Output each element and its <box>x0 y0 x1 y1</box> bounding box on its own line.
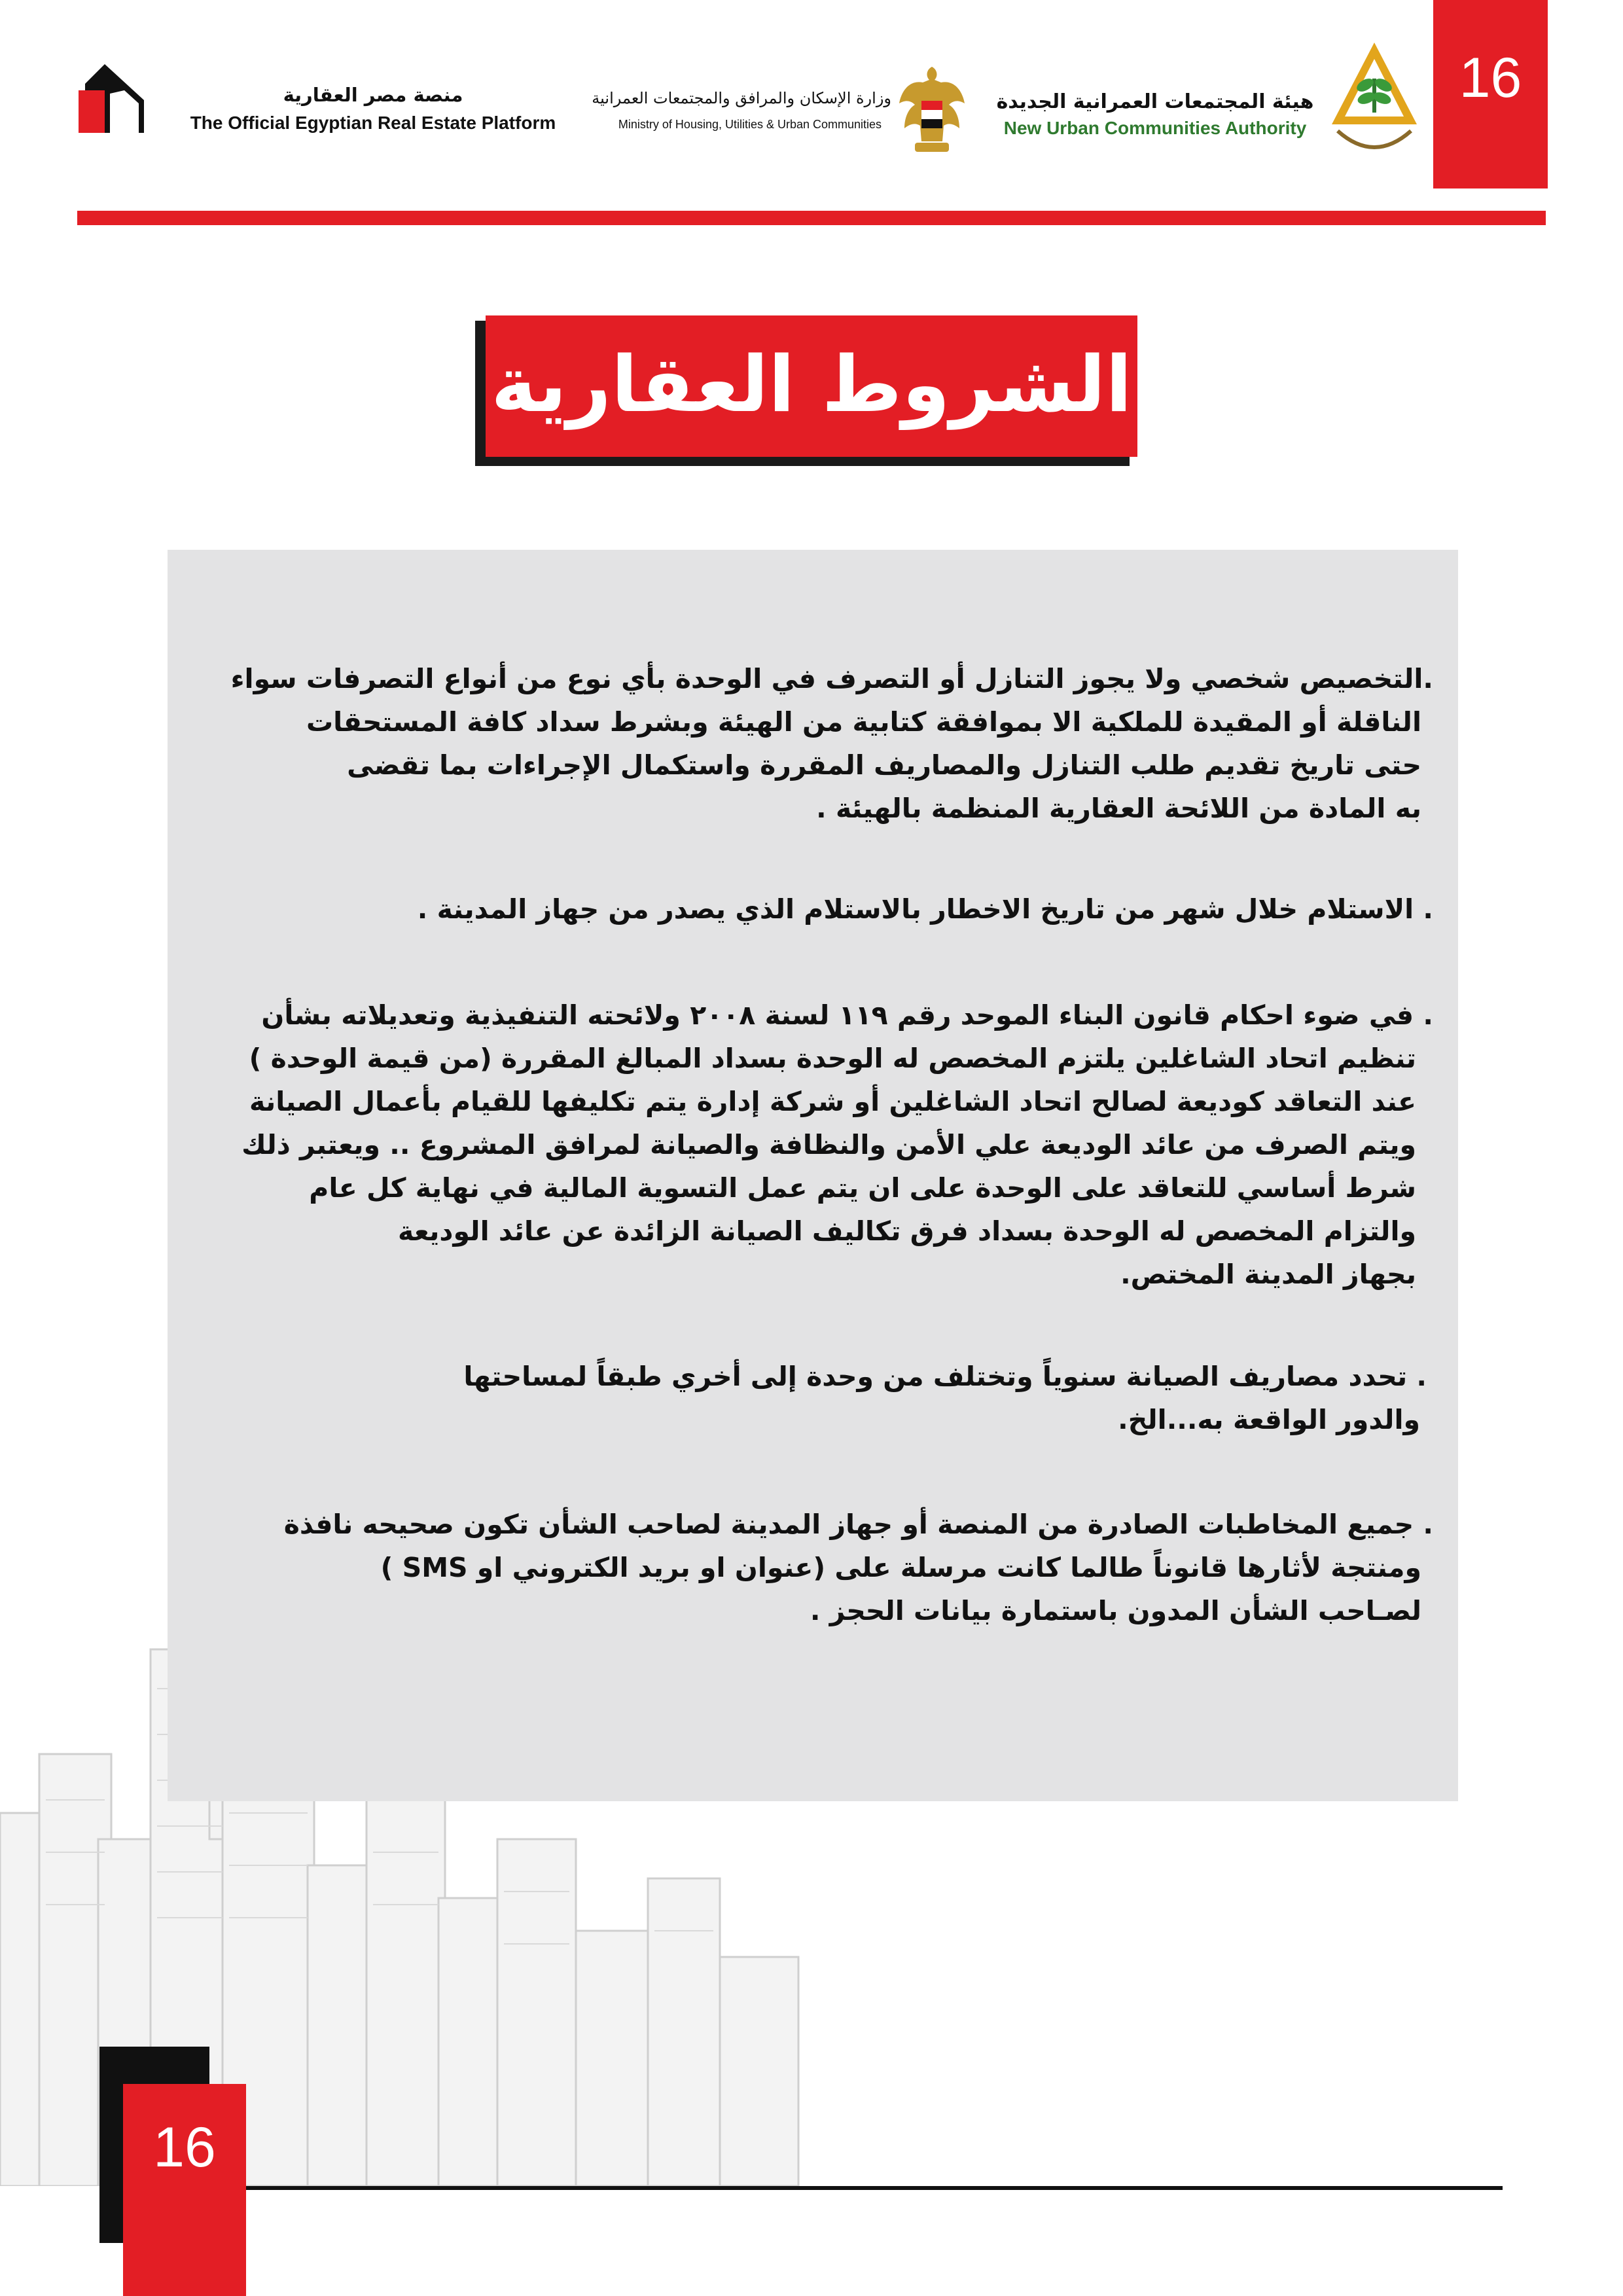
term-line: لصـاحب الشأن المدون باستمارة بيانات الحجز . <box>810 1595 1421 1626</box>
page-number-top: 16 <box>1459 46 1522 109</box>
term-line: . جميع المخاطبات الصادرة من المنصة أو جهاز المدينة لصاحب الشأن تكون صحيحه نافذة <box>283 1509 1433 1540</box>
term-item-1 <box>231 657 1433 830</box>
term-line: ويتم الصرف من عائد الوديعة علي الأمن والنظافة والصيانة لمرافق المشروع .. ويعتبر ذلك <box>241 1129 1416 1160</box>
term-line: ومنتجة لأثارها قانوناً طالما كانت مرسلة على (عنوان او بريد الكتروني او SMS ) <box>380 1552 1421 1583</box>
term-item-5 <box>284 1503 1433 1632</box>
ministry-name-ar: وزارة الإسكان والمرافق والمجتمعات العمرانية <box>592 89 891 107</box>
term-line: شرط أساسي للتعاقد على الوحدة على ان يتم عمل التسوية المالية في نهاية كل عام <box>309 1172 1416 1204</box>
ministry-name-en: Ministry of Housing, Utilities & Urban Communities <box>618 118 882 131</box>
term-line: . في ضوء احكام قانون البناء الموحد رقم ١١٩ لسنة ٢٠٠٨ ولائحته التنفيذية وتعديلاته بشأن <box>261 999 1433 1031</box>
egypt-eagle-emblem-icon <box>897 63 967 161</box>
footer-divider <box>246 2186 1503 2190</box>
platform-logo-icon <box>79 64 151 133</box>
term-line: به المادة من اللائحة العقارية المنظمة بالهيئة . <box>816 793 1421 824</box>
term-line: الناقلة أو المقيدة للملكية الا بموافقة كتابية من الهيئة وبشرط سداد كافة المستحقات <box>306 706 1421 738</box>
term-line: . الاستلام خلال شهر من تاريخ الاخطار بالاستلام الذي يصدر من جهاز المدينة . <box>417 893 1433 925</box>
term-line: . تحدد مصاريف الصيانة سنوياً وتختلف من وحدة إلى أخري طبقاً لمساحتها <box>463 1361 1427 1392</box>
term-line: حتى تاريخ تقديم طلب التنازل والمصاريف المقررة واستكمال الإجراءات بما تقضى <box>347 749 1421 781</box>
term-line: عند التعاقد كوديعة لصالح اتحاد الشاغلين أو شركة إدارة يتم تكليفها للقيام بأعمال الصيانة <box>249 1086 1416 1117</box>
term-item-3 <box>241 994 1433 1296</box>
page-number-bottom: 16 <box>153 2116 216 2179</box>
term-item-4 <box>463 1355 1427 1441</box>
term-line: بجهاز المدينة المختص. <box>1120 1259 1416 1290</box>
header-divider <box>77 211 1546 225</box>
term-line: والدور الواقعة به...الخ. <box>1118 1404 1420 1435</box>
term-line: .التخصيص شخصي ولا يجوز التنازل أو التصرف في الوحدة بأي نوع من أنواع التصرفات سواء <box>230 663 1433 694</box>
platform-name-en: The Official Egyptian Real Estate Platform <box>190 113 556 133</box>
term-line: والتزام المخصص له الوحدة بسداد فرق تكاليف الصيانة الزائدة عن عائد الوديعة <box>398 1215 1416 1247</box>
term-item-2 <box>418 888 1433 931</box>
authority-name-ar: هيئة المجتمعات العمرانية الجديدة <box>996 90 1314 113</box>
page-title: الشروط العقارية <box>491 339 1132 429</box>
nuca-logo-icon <box>1329 39 1420 164</box>
term-line: تنظيم اتحاد الشاغلين يلتزم المخصص له الوحدة بسداد المبالغ المقررة (من قيمة الوحدة ) <box>249 1043 1416 1074</box>
authority-name-en: New Urban Communities Authority <box>1003 118 1307 138</box>
platform-name-ar: منصة مصر العقارية <box>283 84 463 106</box>
